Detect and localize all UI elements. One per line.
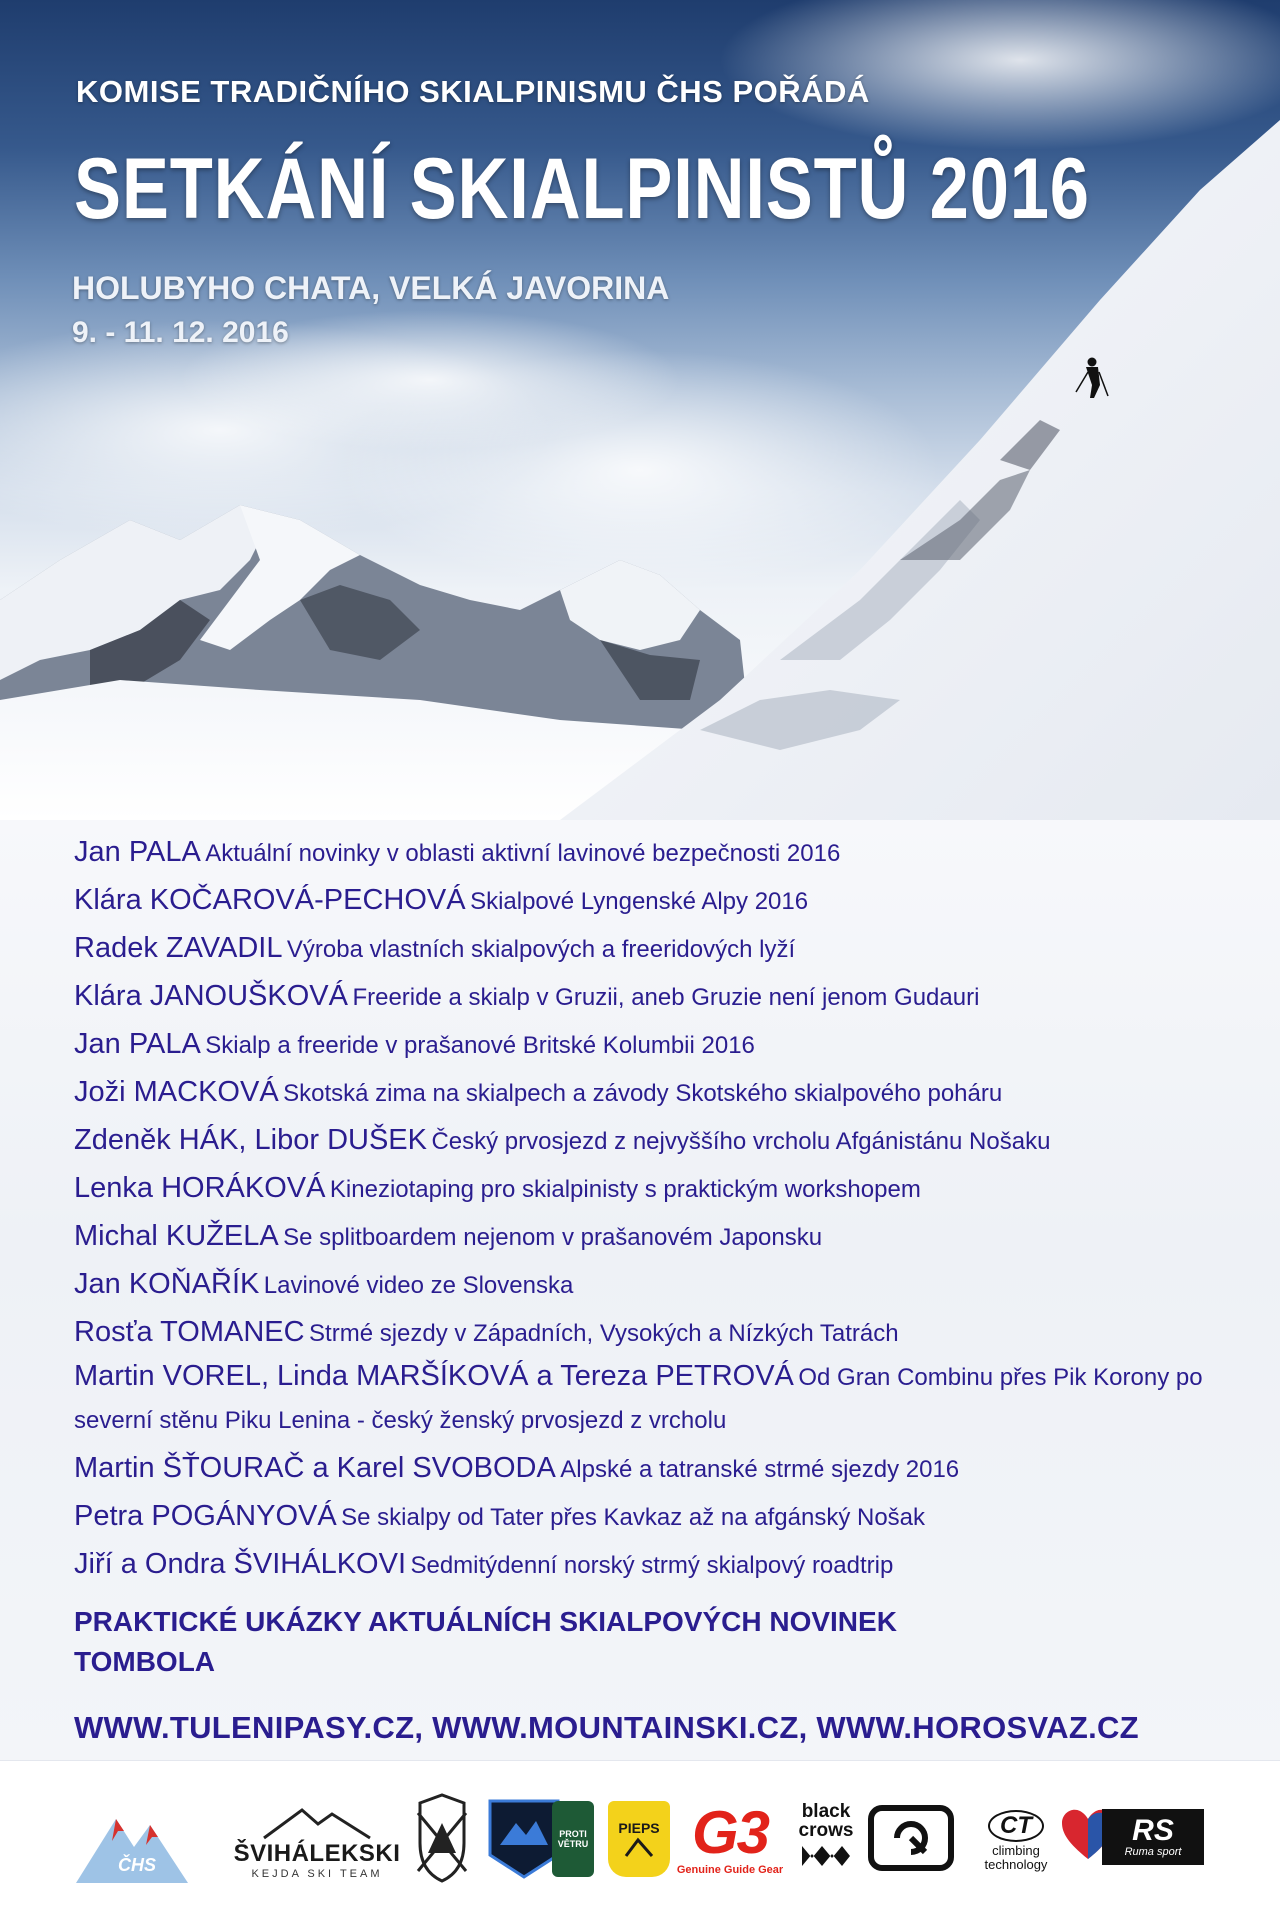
crest-icon xyxy=(412,1793,472,1883)
talk-speaker: Zdeněk HÁK, Libor DUŠEK xyxy=(74,1124,427,1156)
mountain-scene-illustration xyxy=(0,0,1280,820)
g3-mark: G3 xyxy=(691,1799,769,1866)
ct-name-1: climbing xyxy=(992,1843,1040,1858)
talk-title: Se splitboardem nejenom v prašanovém Japonsku xyxy=(283,1224,823,1251)
talk-title: Lavinové video ze Slovenska xyxy=(263,1272,574,1299)
ct-mark: CT xyxy=(988,1810,1044,1842)
talk-item xyxy=(74,1116,1254,1164)
talk-speaker: Jan KOŇAŘÍK xyxy=(74,1268,260,1300)
club-crest-logo xyxy=(412,1793,472,1883)
dark-badge-logo xyxy=(486,1797,562,1879)
ortovox-logo xyxy=(868,1805,954,1871)
talk-title: Strmé sjezdy v Západních, Vysokých a Nízkých Tatrách xyxy=(309,1320,899,1347)
talk-item xyxy=(74,1212,1254,1260)
talk-item xyxy=(74,828,1254,876)
chs-logo-text: ČHS xyxy=(118,1855,157,1875)
talk-list xyxy=(74,828,1254,1746)
black-crows-text-2: crows xyxy=(798,1820,854,1841)
climbing-technology-logo xyxy=(966,1801,1066,1881)
talk-speaker: Martin ŠŤOURAČ a Karel SVOBODA xyxy=(74,1452,556,1484)
talk-title: Od Gran Combinu přes Pik Korony po severní stěnu Piku Lenina - český ženský prvosjezd z vrcholu xyxy=(74,1364,1203,1434)
talk-title: Výroba vlastních skialpových a freeridových lyží xyxy=(286,936,796,963)
black-crows-pattern-icon xyxy=(798,1840,854,1876)
g3-tagline: Genuine Guide Gear xyxy=(676,1864,784,1876)
talk-item xyxy=(74,924,1254,972)
talk-speaker: Rosťa TOMANEC xyxy=(74,1316,305,1348)
svihalekski-logo xyxy=(232,1787,402,1897)
proti-vetru-logo xyxy=(552,1801,594,1877)
websites-line[interactable]: WWW.TULENIPASY.CZ, WWW.MOUNTAINSKI.CZ, WWW.HOROSVAZ.CZ xyxy=(74,1710,1139,1745)
tombola-line: TOMBOLA xyxy=(74,1646,216,1677)
talk-speaker: Petra POGÁNYOVÁ xyxy=(74,1500,337,1532)
talk-title: Alpské a tatranské strmé sjezdy 2016 xyxy=(560,1456,960,1483)
talk-speaker: Joži MACKOVÁ xyxy=(74,1076,279,1108)
ortovox-mark-icon xyxy=(891,1818,931,1858)
organizer-line: KOMISE TRADIČNÍHO SKIALPINISMU ČHS POŘÁDÁ xyxy=(76,74,870,109)
chs-mountain-icon xyxy=(72,1791,192,1891)
svihalek-name: ŠVIHÁLEKSKI xyxy=(233,1840,401,1867)
rs-box xyxy=(1102,1809,1204,1865)
talk-speaker: Jan PALA xyxy=(74,1028,201,1060)
rs-name: Ruma sport xyxy=(1124,1846,1182,1858)
svihalek-tag: KEJDA SKI TEAM xyxy=(251,1868,383,1880)
ruma-sport-logo xyxy=(1058,1797,1208,1885)
talk-speaker: Michal KUŽELA xyxy=(74,1220,279,1252)
hero-banner xyxy=(0,0,1280,820)
event-venue: HOLUBYHO CHATA, VELKÁ JAVORINA xyxy=(72,270,670,306)
pieps-logo xyxy=(608,1801,670,1877)
talk-speaker: Radek ZAVADIL xyxy=(74,932,283,964)
practical-demo-line: PRAKTICKÉ UKÁZKY AKTUÁLNÍCH SKIALPOVÝCH NOVINEK xyxy=(74,1606,897,1637)
talk-item xyxy=(74,1356,1254,1444)
talk-item xyxy=(74,1164,1254,1212)
proti-vetru-text: PROTI VĚTRU xyxy=(557,1829,589,1849)
black-crows-logo xyxy=(790,1793,862,1885)
talk-title: Freeride a skialp v Gruzii, aneb Gruzie není jenom Gudauri xyxy=(352,984,980,1011)
talk-title: Se skialpy od Tater přes Kavkaz až na afgánský Nošak xyxy=(341,1504,926,1531)
talk-title: Sedmitýdenní norský strmý skialpový roadtrip xyxy=(410,1552,894,1579)
talk-title: Skialpové Lyngenské Alpy 2016 xyxy=(470,888,809,915)
talk-speaker: Jan PALA xyxy=(74,836,201,868)
black-crows-text-1: black xyxy=(801,1801,851,1822)
badge-icon xyxy=(486,1797,562,1879)
pieps-mountain-icon xyxy=(624,1836,654,1858)
talk-title: Skotská zima na skialpech a závody Skotského skialpového poháru xyxy=(283,1080,1003,1107)
talk-speaker: Klára KOČAROVÁ-PECHOVÁ xyxy=(74,884,466,916)
event-title: SETKÁNÍ SKIALPINISTŮ 2016 xyxy=(74,141,1090,237)
talk-speaker: Lenka HORÁKOVÁ xyxy=(74,1172,326,1204)
talk-speaker: Martin VOREL, Linda MARŠÍKOVÁ a Tereza PETROVÁ xyxy=(74,1360,794,1392)
svihalek-peak-icon xyxy=(262,1804,372,1840)
talk-speaker: Jiří a Ondra ŠVIHÁLKOVI xyxy=(74,1548,407,1580)
pieps-text: PIEPS xyxy=(618,1820,660,1836)
talk-item xyxy=(74,1492,1254,1540)
g3-logo xyxy=(678,1795,782,1883)
ct-name-2: technology xyxy=(984,1857,1048,1872)
talk-item xyxy=(74,1308,1254,1356)
talk-item xyxy=(74,876,1254,924)
talk-item xyxy=(74,1540,1254,1588)
event-dates: 9. - 11. 12. 2016 xyxy=(72,316,289,349)
chs-logo xyxy=(72,1791,192,1891)
talk-title: Kineziotaping pro skialpinisty s praktickým workshopem xyxy=(329,1176,921,1203)
talk-item xyxy=(74,1260,1254,1308)
talk-item xyxy=(74,1068,1254,1116)
sponsor-strip xyxy=(0,1760,1280,1921)
talk-item xyxy=(74,972,1254,1020)
talk-title: Skialp a freeride v prašanové Britské Kolumbii 2016 xyxy=(205,1032,755,1059)
program-section xyxy=(0,820,1280,1760)
talk-title: Český prvosjezd z nejvyššího vrcholu Afgánistánu Nošaku xyxy=(431,1128,1051,1155)
talk-title: Aktuální novinky v oblasti aktivní lavinové bezpečnosti 2016 xyxy=(205,840,841,867)
talk-speaker: Klára JANOUŠKOVÁ xyxy=(74,980,348,1012)
talk-item xyxy=(74,1444,1254,1492)
talk-item xyxy=(74,1020,1254,1068)
rs-mark: RS xyxy=(1132,1814,1174,1847)
